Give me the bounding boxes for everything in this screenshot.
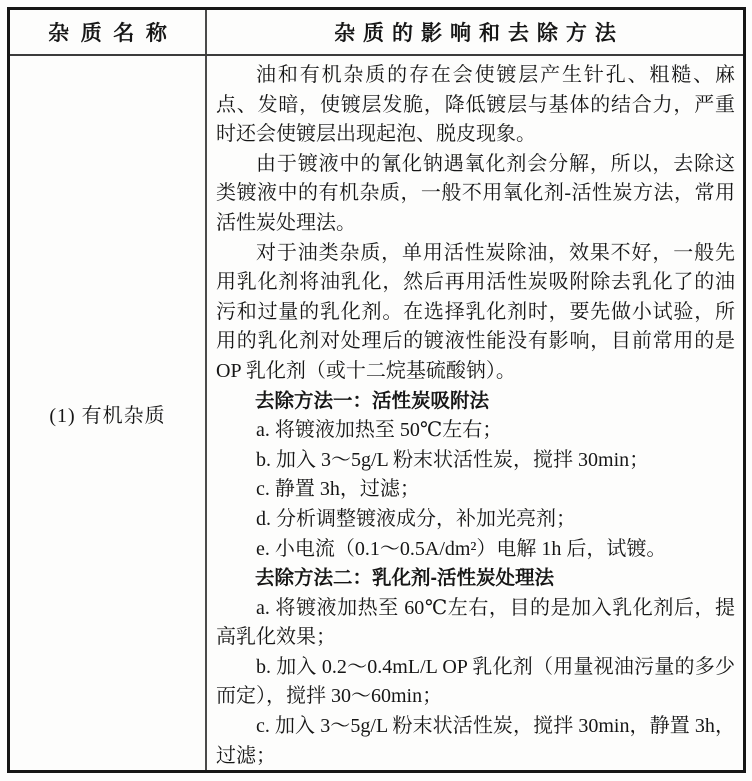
method-one-step-d: d. 分析调整镀液成分，补加光亮剂；: [256, 507, 576, 530]
table-header-row: [10, 10, 743, 56]
header-effects-methods: [207, 10, 743, 54]
paragraph-oil-emulsify: 对于油类杂质，单用活性炭除油，效果不好，一般先用乳化剂将油乳化，然后再用活性炭吸附除去乳化了的油污和过量的乳化剂。在选择乳化剂时，要先做小试验，所用的乳化剂对处理后的镀液性能没有影响，目前常用的是 OP 乳化剂（或十二烷基硫酸钠）。: [216, 241, 735, 382]
impurity-name-label: (1) 有机杂质: [49, 404, 166, 427]
method-one-heading: 去除方法一：活性炭吸附法: [255, 389, 490, 412]
impurity-name-cell: [10, 56, 207, 770]
method-one-step-a: a. 将镀液加热至 50℃左右；: [256, 419, 503, 442]
method-two-step-c: c. 加入 3～5g/L 粉末状活性炭，搅拌 30min，静置 3h，过滤；: [216, 715, 735, 767]
paragraph-effects: 油和有机杂质的存在会使镀层产生针孔、粗糙、麻点、发暗，使镀层发脆，降低镀层与基体的结合力，严重时还会使镀层出现起泡、脱皮现象。: [216, 64, 735, 146]
method-two-step-a: a. 将镀液加热至 60℃左右，目的是加入乳化剂后，提高乳化效果；: [216, 596, 735, 649]
paragraph-cyanide-note: 由于镀液中的氰化钠遇氧化剂会分解，所以，去除这类镀液中的有机杂质，一般不用氧化剂-活性炭方法，常用活性炭处理法。: [216, 152, 735, 234]
header-impurity-name-label: 杂质名称: [48, 21, 179, 45]
method-two-heading: 去除方法二：乳化剂-活性炭处理法: [255, 567, 554, 590]
header-impurity-name: [10, 10, 207, 54]
header-effects-methods-label: 杂质的影响和去除方法: [334, 21, 624, 45]
method-one-step-c: c. 静置 3h，过滤；: [256, 478, 420, 501]
impurity-table: [7, 7, 746, 773]
method-two-step-b: b. 加入 0.2～0.4mL/L OP 乳化剂（用量视油污量的多少而定），搅拌 30～60min；: [216, 655, 735, 708]
method-one-step-e: e. 小电流（0.1～0.5A/dm²）电解 1h 后，试镀。: [256, 537, 667, 560]
table-body-row: [10, 56, 743, 770]
effects-methods-cell: [207, 56, 743, 770]
method-one-step-b: b. 加入 3～5g/L 粉末状活性炭，搅拌 30min；: [256, 448, 650, 471]
